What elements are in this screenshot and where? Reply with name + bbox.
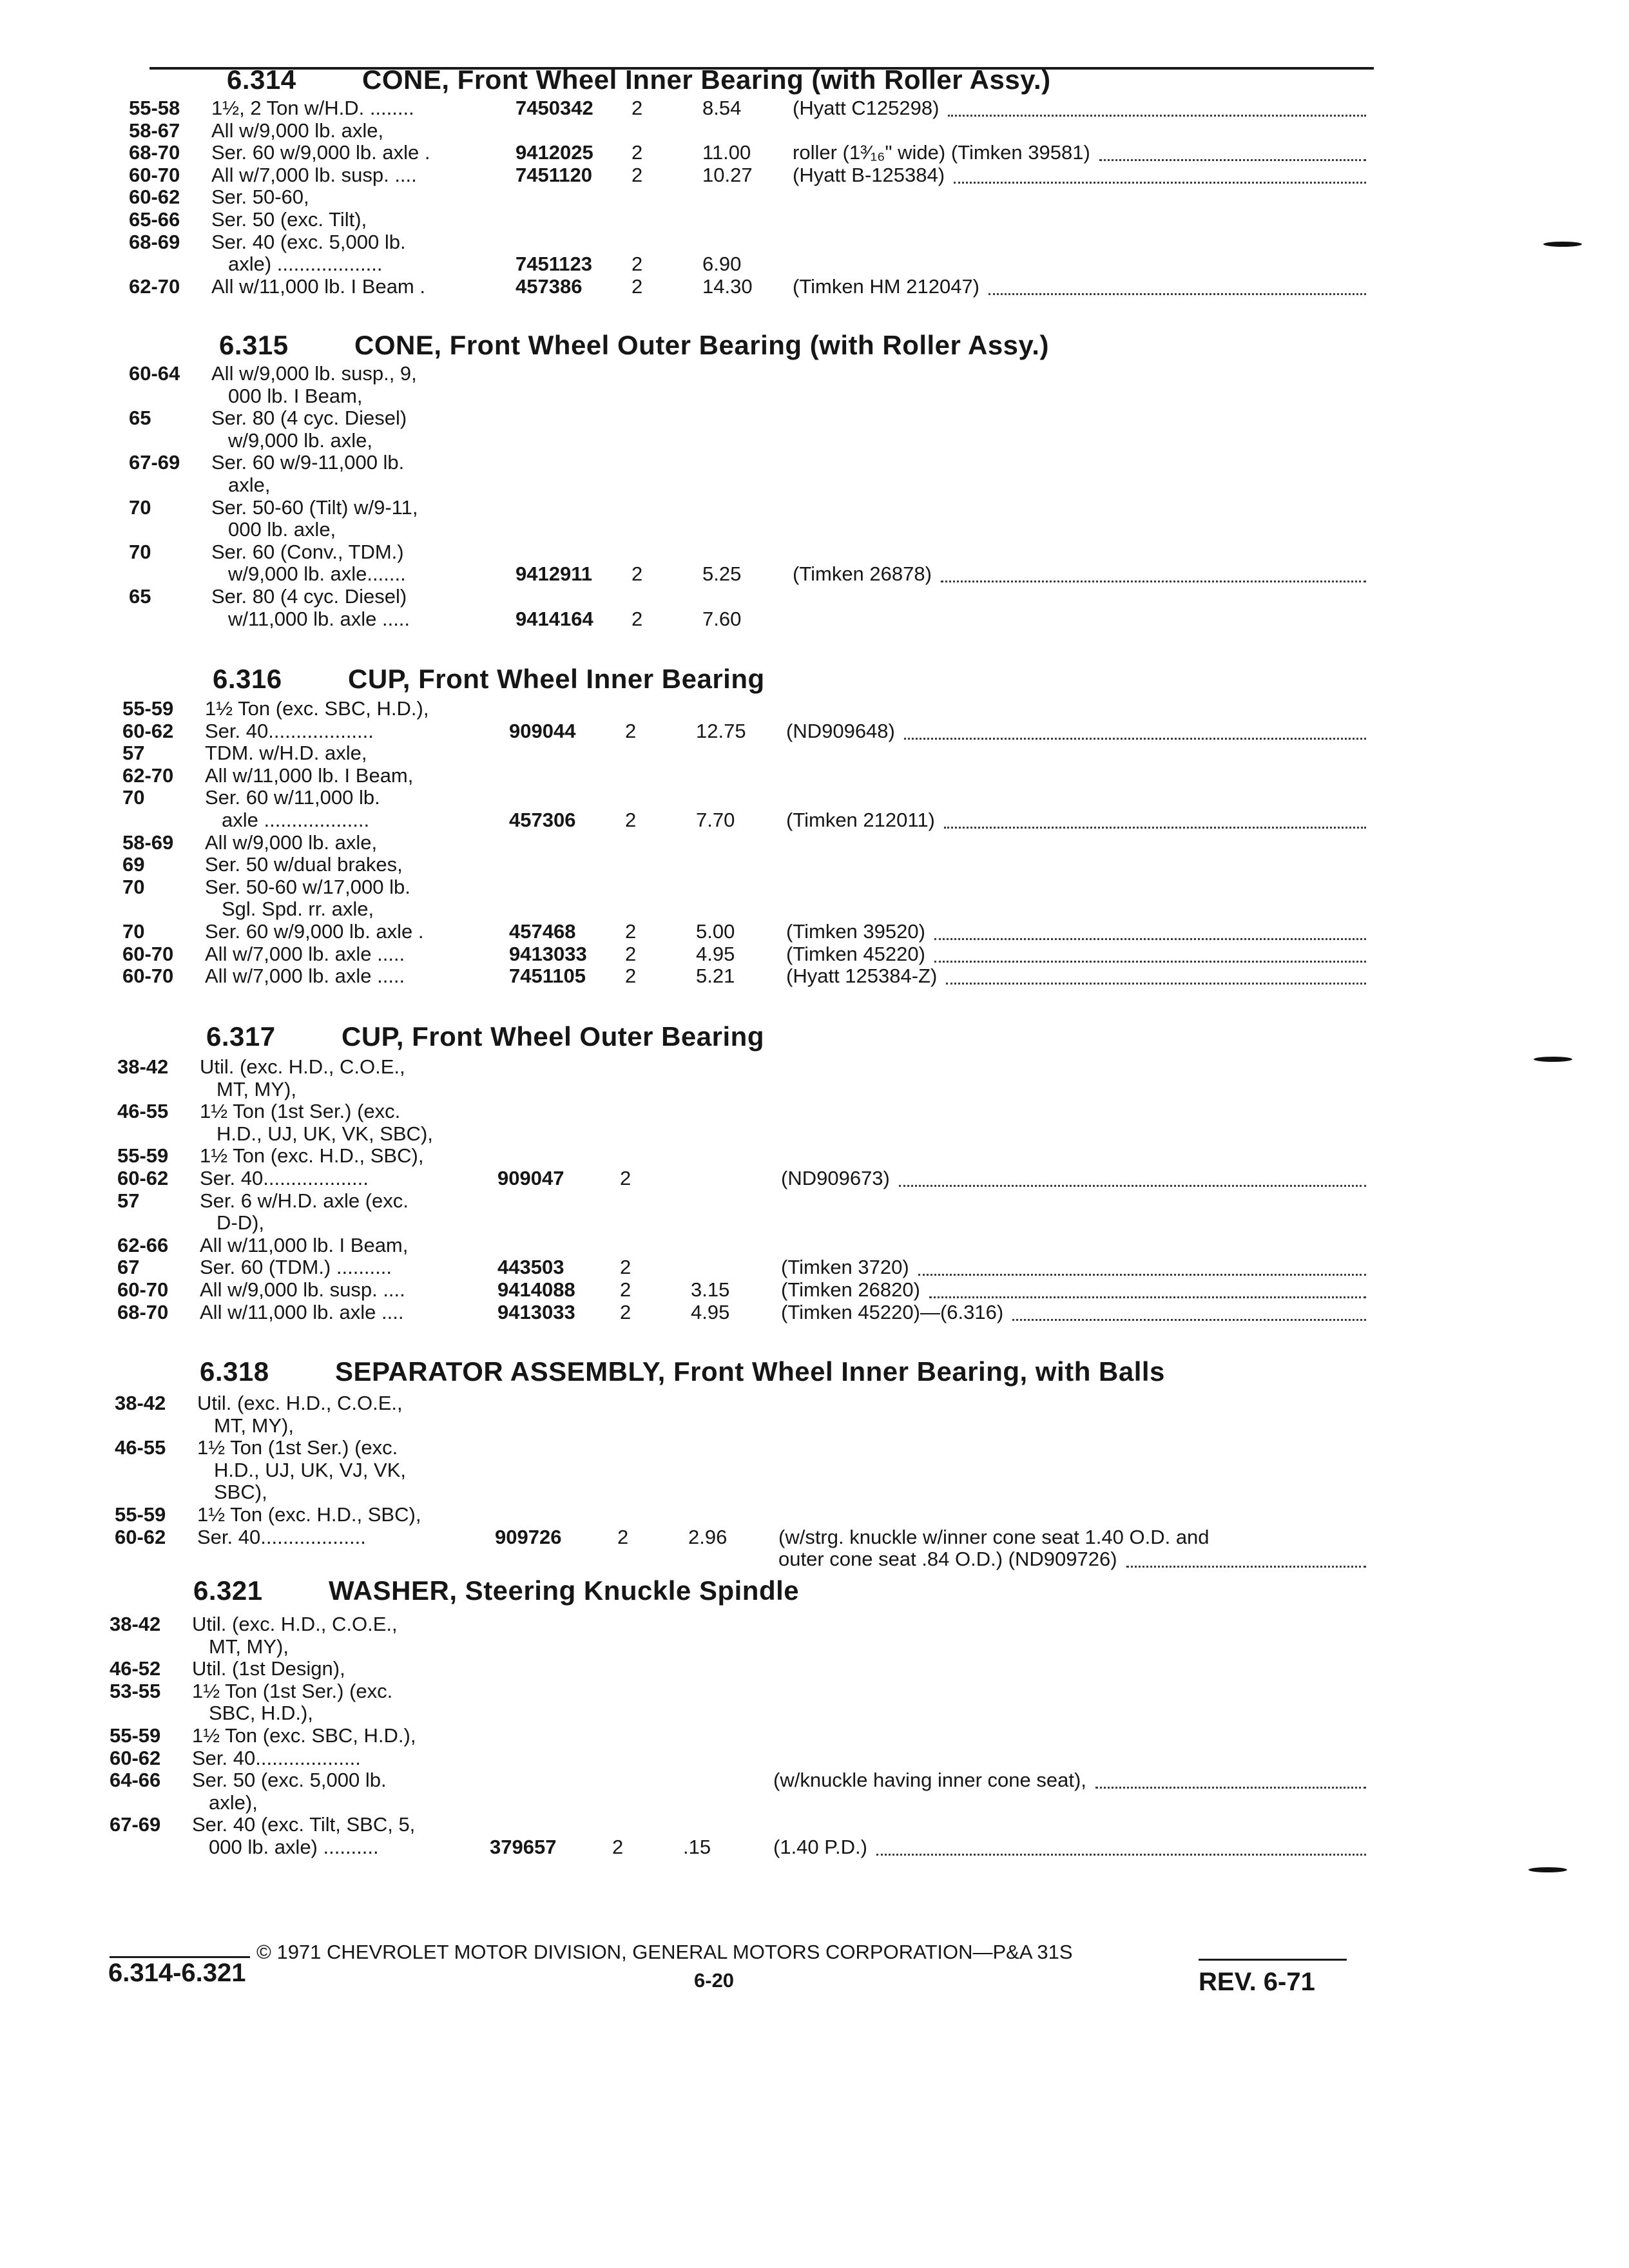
model-years: 55-59 <box>117 1144 169 1168</box>
section-header <box>227 64 1051 95</box>
part-number: 909044 <box>509 719 576 742</box>
section-title: CONE, Front Wheel Inner Bearing (with Roller Assy.) <box>362 64 1051 95</box>
part-number: 909047 <box>497 1167 564 1189</box>
application-desc: Ser. 50 (exc. 5,000 lb. <box>192 1769 387 1792</box>
quantity: 2 <box>631 163 643 186</box>
section-number: 6.315 <box>219 330 289 360</box>
table-row <box>122 898 1366 921</box>
price: 5.00 <box>696 920 735 943</box>
model-years: 55-59 <box>115 1503 166 1526</box>
quantity: 2 <box>631 141 643 164</box>
remarks: (ND909673) <box>781 1167 890 1189</box>
table-row <box>122 965 1366 988</box>
price: 4.95 <box>691 1300 730 1323</box>
model-years: 38-42 <box>117 1055 169 1078</box>
application-desc: MT, MY), <box>209 1635 289 1658</box>
table-row <box>129 97 1366 120</box>
application-desc: All w/11,000 lb. I Beam, <box>205 764 414 787</box>
table-row <box>129 541 1366 564</box>
part-number: 443503 <box>497 1256 564 1279</box>
section-number: 6.321 <box>193 1575 263 1606</box>
leader-dots <box>954 182 1366 184</box>
leader-dots <box>934 961 1366 963</box>
section-header <box>213 664 765 695</box>
margin-mark <box>1543 242 1582 247</box>
table-row <box>129 141 1366 164</box>
leader-dots <box>918 1274 1366 1276</box>
application-desc: Ser. 60 (TDM.) .......... <box>200 1256 392 1279</box>
application-desc: Ser. 60 w/9,000 lb. axle . <box>211 141 430 164</box>
leader-dots <box>946 983 1366 985</box>
application-desc: Ser. 40................... <box>192 1746 361 1769</box>
table-row <box>115 1414 1366 1437</box>
table-row <box>110 1747 1366 1770</box>
section-title: CUP, Front Wheel Outer Bearing <box>342 1021 764 1052</box>
table-row <box>115 1526 1366 1549</box>
application-desc: 1½, 2 Ton w/H.D. ........ <box>211 97 414 119</box>
application-desc: All w/9,000 lb. axle, <box>211 119 384 142</box>
application-desc: All w/7,000 lb. susp. .... <box>211 163 417 186</box>
table-row <box>129 562 1366 586</box>
table-row <box>115 1548 1366 1571</box>
quantity: 2 <box>625 719 637 742</box>
table-row <box>129 451 1366 474</box>
section-number: 6.318 <box>200 1356 269 1387</box>
application-desc: Ser. 40 (exc. Tilt, SBC, 5, <box>192 1813 416 1836</box>
quantity: 2 <box>631 607 643 630</box>
remarks: (Hyatt B-125384) <box>793 163 945 186</box>
quantity: 2 <box>620 1256 631 1279</box>
table-row <box>129 253 1366 276</box>
model-years: 62-70 <box>129 274 180 298</box>
model-years: 65 <box>129 585 151 608</box>
application-desc: 000 lb. I Beam, <box>228 384 363 407</box>
application-desc: Ser. 50-60 w/17,000 lb. <box>205 875 410 898</box>
application-desc: Util. (exc. H.D., C.O.E., <box>197 1392 403 1414</box>
application-desc: Ser. 60 w/9-11,000 lb. <box>211 451 405 474</box>
table-row <box>122 742 1366 765</box>
application-desc: SBC, H.D.), <box>209 1702 313 1725</box>
table-row <box>110 1836 1366 1859</box>
model-years: 68-69 <box>129 230 180 253</box>
model-years: 69 <box>122 853 145 876</box>
model-years: 60-62 <box>115 1525 166 1548</box>
model-years: 60-70 <box>122 942 174 965</box>
leader-dots <box>934 938 1366 940</box>
table-row <box>129 362 1366 385</box>
section-header <box>200 1356 1165 1387</box>
quantity: 2 <box>631 253 643 276</box>
table-row <box>117 1211 1366 1235</box>
application-desc: Ser. 40 (exc. 5,000 lb. <box>211 230 406 253</box>
leader-dots <box>988 293 1366 295</box>
table-row <box>129 275 1366 298</box>
model-years: 60-62 <box>110 1746 161 1769</box>
application-desc: w/11,000 lb. axle ..... <box>228 607 410 630</box>
price: 11.00 <box>702 141 751 164</box>
application-desc: H.D., UJ, UK, VJ, VK, <box>214 1458 406 1481</box>
remarks: (Hyatt 125384-Z) <box>786 965 938 988</box>
quantity: 2 <box>625 809 637 831</box>
table-row <box>122 697 1366 720</box>
section-title: CUP, Front Wheel Inner Bearing <box>348 664 765 694</box>
table-row <box>110 1724 1366 1747</box>
price: 3.15 <box>691 1278 730 1301</box>
model-years: 55-58 <box>129 97 180 119</box>
remarks: (Timken 26820) <box>781 1278 920 1301</box>
table-row <box>122 764 1366 787</box>
remarks: (Timken 39520) <box>786 920 925 943</box>
leader-dots <box>929 1296 1366 1298</box>
table-row <box>129 474 1366 497</box>
part-number: 9413033 <box>497 1300 575 1323</box>
remarks: (Timken 212011) <box>786 809 935 831</box>
application-desc: Util. (1st Design), <box>192 1657 345 1680</box>
remarks: roller (1³⁄₁₆" wide) (Timken 39581) <box>793 141 1090 164</box>
application-desc: 1½ Ton (exc. SBC, H.D.), <box>205 697 429 720</box>
part-number: 9413033 <box>509 942 587 965</box>
model-years: 38-42 <box>110 1613 161 1635</box>
section-number: 6.316 <box>213 664 282 694</box>
model-years: 70 <box>129 495 151 519</box>
price: 7.70 <box>696 809 735 831</box>
table-row <box>129 208 1366 231</box>
application-desc: All w/7,000 lb. axle ..... <box>205 965 405 988</box>
quantity: 2 <box>631 274 643 298</box>
quantity: 2 <box>620 1300 631 1323</box>
part-number: 7451120 <box>516 163 592 186</box>
table-row <box>122 943 1366 966</box>
application-desc: axle, <box>228 474 271 496</box>
section-header <box>193 1575 799 1606</box>
application-desc: Ser. 60 w/9,000 lb. axle . <box>205 920 424 943</box>
application-desc: axle) ................... <box>228 253 383 276</box>
table-row <box>129 407 1366 430</box>
application-desc: Ser. 80 (4 cyc. Diesel) <box>211 585 407 608</box>
remarks: (Timken 26878) <box>793 562 932 586</box>
model-years: 64-66 <box>110 1769 161 1792</box>
model-years: 58-67 <box>129 119 180 142</box>
table-row <box>129 585 1366 608</box>
application-desc: 1½ Ton (exc. H.D., SBC), <box>197 1503 421 1526</box>
part-number: 9414164 <box>516 607 593 630</box>
application-desc: 1½ Ton (1st Ser.) (exc. <box>192 1679 393 1702</box>
table-row <box>117 1078 1366 1101</box>
table-row <box>117 1100 1366 1123</box>
application-desc: SBC), <box>214 1481 267 1504</box>
table-row <box>117 1278 1366 1302</box>
application-desc: Ser. 40................... <box>205 719 374 742</box>
remarks: (Timken 45220)—(6.316) <box>781 1300 1004 1323</box>
price: 12.75 <box>696 719 746 742</box>
copyright-line: © 1971 CHEVROLET MOTOR DIVISION, GENERAL MOTORS CORPORATION—P&A 31S <box>256 1941 1073 1963</box>
part-number: 9412911 <box>516 562 592 586</box>
application-desc: 1½ Ton (exc. SBC, H.D.), <box>192 1724 416 1747</box>
leader-dots <box>1126 1566 1366 1568</box>
price: 4.95 <box>696 942 735 965</box>
quantity: 2 <box>631 97 643 119</box>
leader-dots <box>876 1854 1366 1856</box>
section-header <box>219 330 1049 361</box>
section-title: WASHER, Steering Knuckle Spindle <box>329 1575 800 1606</box>
price: 7.60 <box>702 607 742 630</box>
model-years: 46-55 <box>115 1436 166 1459</box>
model-years: 58-69 <box>122 831 174 854</box>
footer-rule-right <box>1199 1959 1347 1961</box>
application-desc: axle), <box>209 1791 258 1814</box>
table-row <box>115 1459 1366 1482</box>
part-number: 457306 <box>509 809 576 831</box>
leader-dots <box>1099 159 1366 161</box>
model-years: 67-69 <box>110 1813 161 1836</box>
model-years: 60-70 <box>129 163 180 186</box>
table-row <box>110 1769 1366 1792</box>
model-years: 60-70 <box>117 1278 169 1301</box>
table-row <box>129 496 1366 519</box>
revision: REV. 6-71 <box>1199 1968 1315 1996</box>
model-years: 67 <box>117 1256 140 1279</box>
part-number: 9412025 <box>516 141 593 164</box>
application-desc: Util. (exc. H.D., C.O.E., <box>200 1055 405 1078</box>
part-number: 457468 <box>509 920 576 943</box>
price: 5.25 <box>702 562 742 586</box>
part-number: 7451123 <box>516 253 592 276</box>
quantity: 2 <box>620 1167 631 1189</box>
model-years: 60-62 <box>122 719 174 742</box>
application-desc: Ser. 80 (4 cyc. Diesel) <box>211 407 407 430</box>
application-desc: All w/9,000 lb. susp. .... <box>200 1278 405 1301</box>
table-row <box>117 1234 1366 1257</box>
model-years: 70 <box>122 875 145 898</box>
application-desc: TDM. w/H.D. axle, <box>205 742 367 765</box>
leader-dots <box>948 115 1366 117</box>
remarks: outer cone seat .84 O.D.) (ND909726) <box>778 1548 1117 1571</box>
leader-dots <box>941 581 1366 582</box>
price: 5.21 <box>696 965 735 988</box>
model-years: 67-69 <box>129 451 180 474</box>
table-row <box>117 1301 1366 1324</box>
application-desc: axle ................... <box>222 809 370 831</box>
model-years: 65 <box>129 407 151 430</box>
remarks: (Timken 45220) <box>786 942 925 965</box>
table-row <box>129 231 1366 254</box>
table-row <box>129 518 1366 541</box>
model-years: 55-59 <box>110 1724 161 1747</box>
part-number: 379657 <box>490 1836 557 1858</box>
application-desc: Ser. 40................... <box>197 1525 366 1548</box>
table-row <box>122 720 1366 743</box>
table-row <box>122 853 1366 876</box>
table-row <box>117 1167 1366 1190</box>
section-range: 6.314-6.321 <box>108 1959 246 1987</box>
application-desc: w/9,000 lb. axle....... <box>228 562 406 586</box>
application-desc: H.D., UJ, UK, VK, SBC), <box>217 1122 433 1145</box>
quantity: 2 <box>625 920 637 943</box>
leader-dots <box>944 827 1366 829</box>
model-years: 60-64 <box>129 362 180 385</box>
table-row <box>117 1189 1366 1213</box>
application-desc: Ser. 50-60 (Tilt) w/9-11, <box>211 495 418 519</box>
price: 10.27 <box>702 163 753 186</box>
part-number: 909726 <box>495 1525 562 1548</box>
model-years: 46-55 <box>117 1100 169 1123</box>
application-desc: All w/9,000 lb. susp., 9, <box>211 362 417 385</box>
application-desc: 000 lb. axle, <box>228 518 336 541</box>
model-years: 70 <box>122 920 145 943</box>
page-number: 6-20 <box>694 1969 735 1992</box>
margin-mark <box>1534 1057 1572 1062</box>
quantity: 2 <box>625 942 637 965</box>
remarks: (ND909648) <box>786 719 895 742</box>
application-desc: All w/11,000 lb. I Beam . <box>211 274 425 298</box>
quantity: 2 <box>612 1836 624 1858</box>
price: 2.96 <box>688 1525 728 1548</box>
application-desc: All w/11,000 lb. I Beam, <box>200 1233 409 1256</box>
application-desc: MT, MY), <box>217 1077 296 1100</box>
model-years: 70 <box>129 540 151 563</box>
table-row <box>122 876 1366 899</box>
model-years: 68-70 <box>129 141 180 164</box>
table-row <box>115 1503 1366 1526</box>
margin-mark <box>1528 1867 1567 1872</box>
quantity: 2 <box>625 965 637 988</box>
table-row <box>110 1791 1366 1814</box>
application-desc: Ser. 50 (exc. Tilt), <box>211 208 367 231</box>
remarks: (1.40 P.D.) <box>773 1836 867 1858</box>
table-row <box>129 119 1366 142</box>
application-desc: w/9,000 lb. axle, <box>228 428 373 452</box>
table-row <box>117 1256 1366 1279</box>
table-row <box>129 608 1366 631</box>
price: .15 <box>683 1836 711 1858</box>
model-years: 60-62 <box>117 1167 169 1189</box>
application-desc: Ser. 60 (Conv., TDM.) <box>211 540 404 563</box>
remarks: (Hyatt C125298) <box>793 97 940 119</box>
model-years: 65-66 <box>129 208 180 231</box>
table-row <box>117 1144 1366 1168</box>
application-desc: Util. (exc. H.D., C.O.E., <box>192 1613 398 1635</box>
application-desc: All w/9,000 lb. axle, <box>205 831 378 854</box>
table-row <box>122 831 1366 854</box>
application-desc: Ser. 50 w/dual brakes, <box>205 853 403 876</box>
application-desc: All w/7,000 lb. axle ..... <box>205 942 405 965</box>
part-number: 9414088 <box>497 1278 575 1301</box>
remarks: (Timken HM 212047) <box>793 274 980 298</box>
application-desc: 1½ Ton (1st Ser.) (exc. <box>200 1100 401 1123</box>
section-header <box>206 1021 764 1052</box>
part-number: 7451105 <box>509 965 586 988</box>
remarks: (w/strg. knuckle w/inner cone seat 1.40 O.D. and <box>778 1525 1210 1548</box>
model-years: 62-66 <box>117 1233 169 1256</box>
table-row <box>129 385 1366 408</box>
application-desc: Ser. 50-60, <box>211 186 309 209</box>
table-row <box>129 164 1366 187</box>
table-row <box>129 429 1366 452</box>
price: 6.90 <box>702 253 742 276</box>
table-row <box>110 1613 1366 1636</box>
application-desc: D-D), <box>217 1211 265 1235</box>
quantity: 2 <box>631 562 643 586</box>
leader-dots <box>1095 1787 1366 1789</box>
application-desc: Ser. 60 w/11,000 lb. <box>205 786 380 809</box>
model-years: 60-70 <box>122 965 174 988</box>
application-desc: MT, MY), <box>214 1414 294 1437</box>
quantity: 2 <box>620 1278 631 1301</box>
table-row <box>122 920 1366 943</box>
table-row <box>117 1122 1366 1146</box>
model-years: 70 <box>122 786 145 809</box>
model-years: 62-70 <box>122 764 174 787</box>
application-desc: Ser. 6 w/H.D. axle (exc. <box>200 1189 409 1212</box>
table-row <box>122 809 1366 832</box>
model-years: 38-42 <box>115 1392 166 1414</box>
section-title: SEPARATOR ASSEMBLY, Front Wheel Inner Bearing, with Balls <box>335 1356 1165 1387</box>
leader-dots <box>899 1185 1366 1187</box>
section-title: CONE, Front Wheel Outer Bearing (with Roller Assy.) <box>354 330 1049 360</box>
footer-rule-left <box>110 1956 250 1958</box>
part-number: 457386 <box>516 274 583 298</box>
model-years: 68-70 <box>117 1300 169 1323</box>
table-row <box>110 1702 1366 1725</box>
application-desc: Sgl. Spd. rr. axle, <box>222 898 374 921</box>
remarks: (w/knuckle having inner cone seat), <box>773 1769 1086 1792</box>
price: 14.30 <box>702 274 753 298</box>
leader-dots <box>904 738 1366 740</box>
leader-dots <box>1012 1319 1366 1321</box>
application-desc: All w/11,000 lb. axle .... <box>200 1300 404 1323</box>
section-number: 6.314 <box>227 64 296 95</box>
application-desc: 1½ Ton (exc. H.D., SBC), <box>200 1144 424 1168</box>
table-row <box>115 1392 1366 1415</box>
table-row <box>117 1055 1366 1079</box>
table-row <box>129 186 1366 209</box>
model-years: 46-52 <box>110 1657 161 1680</box>
remarks: (Timken 3720) <box>781 1256 909 1279</box>
application-desc: 000 lb. axle) .......... <box>209 1836 379 1858</box>
price: 8.54 <box>702 97 742 119</box>
table-row <box>110 1680 1366 1703</box>
part-number: 7450342 <box>516 97 593 119</box>
section-number: 6.317 <box>206 1021 276 1052</box>
table-row <box>115 1481 1366 1504</box>
model-years: 55-59 <box>122 697 174 720</box>
table-row <box>110 1813 1366 1836</box>
application-desc: 1½ Ton (1st Ser.) (exc. <box>197 1436 398 1459</box>
model-years: 60-62 <box>129 186 180 209</box>
model-years: 57 <box>122 742 145 765</box>
quantity: 2 <box>617 1525 629 1548</box>
table-row <box>110 1635 1366 1658</box>
model-years: 57 <box>117 1189 140 1212</box>
table-row <box>115 1436 1366 1459</box>
model-years: 53-55 <box>110 1679 161 1702</box>
table-row <box>110 1657 1366 1680</box>
table-row <box>122 786 1366 809</box>
application-desc: Ser. 40................... <box>200 1167 369 1189</box>
